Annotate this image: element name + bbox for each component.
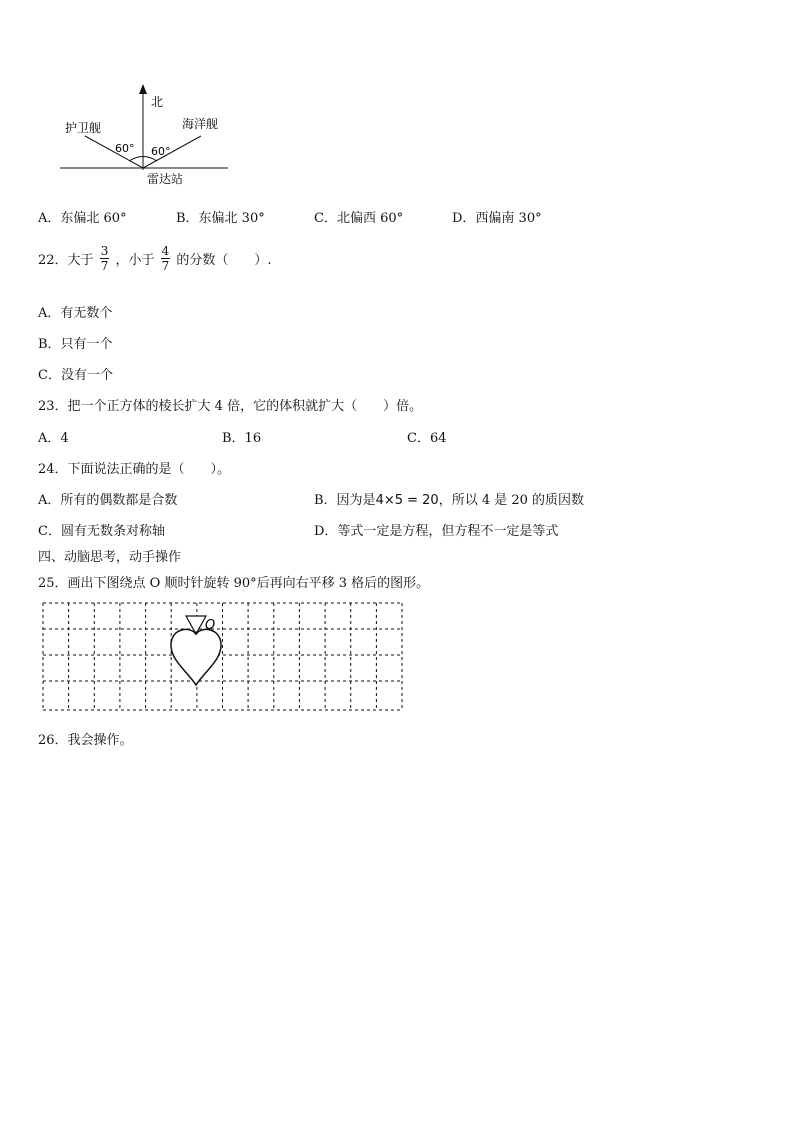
fraction-numerator: 3 bbox=[100, 244, 109, 258]
fraction-3-7 bbox=[100, 245, 110, 272]
q23-option-a: A．4 bbox=[38, 431, 69, 446]
point-o-label: O bbox=[205, 618, 216, 633]
heart-shape bbox=[171, 629, 221, 685]
q24-question: 24．下面说法正确的是（ ）。 bbox=[38, 462, 231, 477]
north-arrow-icon bbox=[139, 84, 147, 94]
q22-option-c: C．没有一个 bbox=[38, 368, 113, 383]
station-label: 雷达站 bbox=[147, 172, 184, 186]
q22-prefix: 22．大于 bbox=[38, 253, 94, 268]
right-angle-label: 60° bbox=[151, 145, 171, 158]
fraction-denominator: 7 bbox=[161, 259, 170, 273]
q24-option-a: A．所有的偶数都是合数 bbox=[38, 493, 178, 508]
dashed-grid bbox=[43, 603, 402, 710]
left-angle-label: 60° bbox=[115, 142, 135, 155]
fraction-numerator: 4 bbox=[161, 244, 170, 258]
q26-question: 26．我会操作。 bbox=[38, 733, 133, 748]
right-ship-label: 海洋舰 bbox=[182, 117, 219, 131]
point-o-marker bbox=[194, 631, 197, 634]
q22-option-a: A．有无数个 bbox=[38, 306, 113, 321]
section-four-heading: 四、动脑思考，动手操作 bbox=[38, 550, 182, 565]
q21-option-a: A．东偏北 60° bbox=[38, 211, 127, 226]
q23-question: 23．把一个正方体的棱长扩大 4 倍，它的体积就扩大（ ）倍。 bbox=[38, 399, 423, 414]
north-label: 北 bbox=[151, 95, 164, 109]
q24-option-b-suffix: ，所以 4 是 20 的质因数 bbox=[438, 493, 585, 508]
q22-question bbox=[38, 245, 272, 272]
q24-option-b-prefix: B．因为是 bbox=[314, 493, 376, 508]
q22-middle: ，小于 bbox=[115, 253, 155, 268]
q23-option-c: C．64 bbox=[407, 431, 447, 446]
q24-option-c: C．圆有无数条对称轴 bbox=[38, 524, 165, 539]
q24-option-d: D．等式一定是方程，但方程不一定是等式 bbox=[314, 524, 559, 539]
q24-option-b-math: 4×5 = 20 bbox=[375, 493, 439, 508]
compass-diagram bbox=[55, 82, 240, 192]
q25-grid-figure bbox=[40, 600, 406, 716]
left-ship-label: 护卫舰 bbox=[65, 121, 102, 135]
q22-suffix: 的分数（ ）. bbox=[176, 253, 272, 268]
q24-option-b bbox=[314, 489, 584, 508]
q25-question: 25．画出下图绕点 O 顺时针旋转 90°后再向右平移 3 格后的图形。 bbox=[38, 576, 430, 591]
q21-option-d: D．西偏南 30° bbox=[452, 211, 542, 226]
q22-option-b: B．只有一个 bbox=[38, 337, 113, 352]
fraction-denominator: 7 bbox=[100, 259, 109, 273]
fraction-4-7 bbox=[161, 245, 171, 272]
q21-option-b: B．东偏北 30° bbox=[176, 211, 265, 226]
q21-option-c: C．北偏西 60° bbox=[314, 211, 404, 226]
q23-option-b: B．16 bbox=[222, 431, 262, 446]
